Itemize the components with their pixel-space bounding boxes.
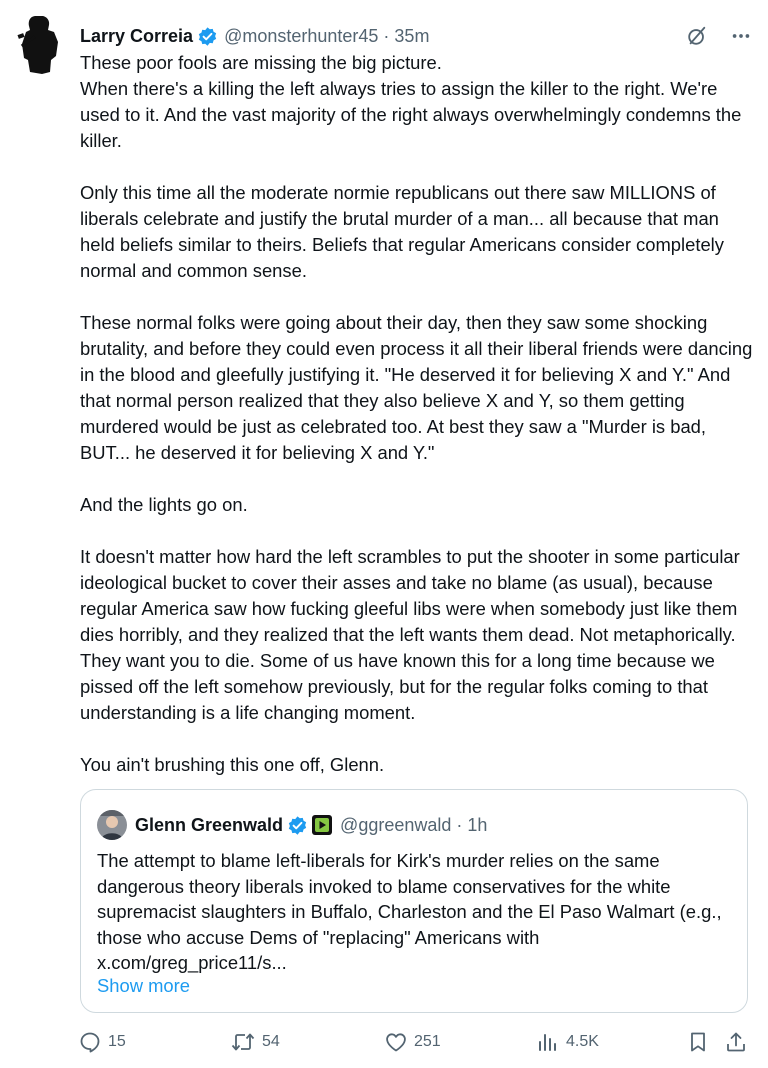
quoted-post-text: The attempt to blame left-liberals for Kirk's murder relies on the same dangerous theory liberals invoked to blame conservatives for the white supremacist slaughters in Buffalo, Charleston and the El Paso Walmart (e.g., those who accuse Dems of "replacing" Americans with x.com/greg_price11/s... [97, 850, 722, 973]
grok-icon[interactable] [686, 25, 708, 47]
post-paragraph: You ain't brushing this one off, Glenn. [80, 754, 385, 775]
repost-count: 54 [262, 1033, 280, 1050]
like-icon [384, 1030, 408, 1054]
bookmark-button[interactable] [686, 1030, 710, 1054]
post-paragraph: These normal folks were going about their day, then they saw some shocking brutality, and before they could even process it all their liberal friends were dancing in the blood and gleefully justifying it. "He deserved it for believing X and Y." And that normal person realized that they also believe X and Y, so them getting murdered would be just as celebrated too. At best they saw a "Murder is bad, BUT... he deserved it for believing X and Y." [80, 312, 753, 463]
post-header [80, 23, 752, 49]
author-name[interactable]: Larry Correia [80, 25, 194, 46]
verified-badge-icon [197, 26, 218, 47]
quoted-author-handle[interactable]: @ggreenwald [340, 814, 452, 835]
like-button[interactable] [384, 1030, 441, 1054]
share-button[interactable] [724, 1030, 748, 1054]
show-more-link[interactable]: Show more [97, 975, 191, 996]
views-icon [536, 1030, 560, 1054]
post-paragraph: Only this time all the moderate normie republicans out there saw MILLIONS of liberals celebrate and justify the brutal murder of a man... all because that man held beliefs similar to theirs. Beliefs that regular Americans consider completely normal and common sense. [80, 182, 724, 281]
views-button[interactable] [536, 1030, 599, 1054]
like-count: 251 [414, 1033, 441, 1050]
quoted-author-name[interactable]: Glenn Greenwald [135, 814, 284, 835]
rumble-affiliate-icon[interactable] [312, 815, 332, 835]
post-time[interactable]: 35m [394, 25, 430, 46]
repost-button[interactable] [230, 1030, 280, 1054]
more-icon[interactable] [730, 25, 752, 47]
author-handle[interactable]: @monsterhunter45 [224, 25, 379, 46]
separator-dot: · [383, 25, 390, 46]
post-paragraph: It doesn't matter how hard the left scrambles to put the shooter in some particular ideological bucket to cover their asses and take no blame (as usual), because regular America saw how fucking gleeful libs were when somebody just like them dies horribly, and they realized that the left wants them dead. Not metaphorically. They want you to die. Some of us have known this for a long time because we pissed off the left somehow previously, but for the regular folks coming to that understanding is a life changing moment. [80, 546, 740, 723]
reply-icon [78, 1030, 102, 1054]
reply-button[interactable] [78, 1030, 126, 1054]
quoted-post-time[interactable]: 1h [467, 814, 488, 835]
quoted-post-header [97, 810, 487, 840]
share-icon [724, 1030, 748, 1054]
quoted-post[interactable] [80, 789, 748, 1013]
author-avatar[interactable] [16, 14, 64, 76]
bookmark-icon [686, 1030, 710, 1054]
repost-icon [230, 1030, 256, 1054]
quoted-author-avatar[interactable] [97, 810, 127, 840]
verified-badge-icon [287, 815, 308, 836]
action-bar [78, 1030, 750, 1058]
post-paragraph: And the lights go on. [80, 494, 248, 515]
reply-count: 15 [108, 1033, 126, 1050]
views-count: 4.5K [566, 1033, 599, 1050]
separator-dot: · [456, 814, 463, 835]
header-actions [686, 25, 752, 47]
post-text [80, 50, 756, 778]
post-paragraph: These poor fools are missing the big picture. When there's a killing the left always tries to assign the killer to the right. We're used to it. And the vast majority of the right always overwhelmingly condemns the killer. [80, 52, 742, 151]
